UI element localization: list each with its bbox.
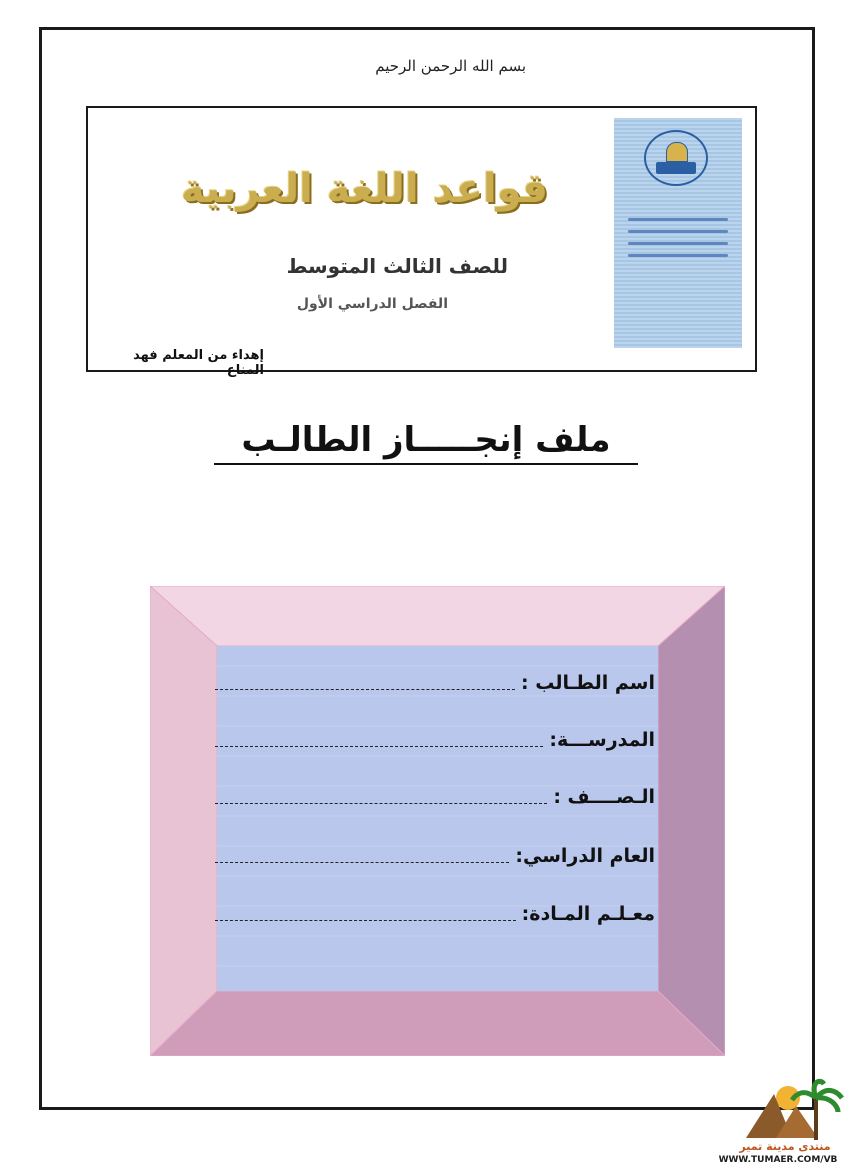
book-spine-panel [614, 118, 742, 348]
dedication: إهداء من المعلم فهد المناع [133, 348, 264, 378]
academic-year-label: العام الدراسي: [515, 845, 655, 867]
book-subtitle: للصف الثالث المتوسط [286, 254, 508, 278]
basmala: بسم الله الرحمن الرحيم [375, 57, 526, 75]
subject-teacher-line[interactable] [215, 908, 516, 921]
forum-name: منتدى مدينة تمير [739, 1140, 831, 1153]
academic-year-field[interactable] [215, 843, 655, 869]
title-underline [214, 463, 638, 465]
school-label: المدرســـة: [549, 729, 655, 751]
subject-teacher-field[interactable] [215, 901, 655, 927]
school-field[interactable] [215, 727, 655, 753]
book-term: الفصل الدراسي الأول [296, 296, 448, 312]
grade-label: الـصــــف : [553, 786, 655, 808]
spine-text-lines [628, 218, 728, 266]
grade-field[interactable] [215, 784, 655, 810]
book-cover-box [86, 106, 757, 378]
student-info-panel [150, 586, 725, 1056]
student-name-line[interactable] [215, 677, 515, 690]
student-name-field[interactable] [215, 670, 655, 696]
book-title: قواعد اللغة العربية [181, 166, 548, 212]
forum-url: WWW.TUMAER.COM/VB [718, 1155, 838, 1165]
grade-line[interactable] [215, 791, 547, 804]
ministry-emblem-icon [644, 130, 708, 186]
page-title: ملف إنجـــــاز الطالـب [241, 420, 611, 460]
academic-year-line[interactable] [215, 850, 509, 863]
student-name-label: اسم الطـالب : [521, 672, 655, 694]
subject-teacher-label: معـلـم المـادة: [521, 903, 655, 925]
school-line[interactable] [215, 734, 543, 747]
beveled-frame [150, 586, 725, 1056]
